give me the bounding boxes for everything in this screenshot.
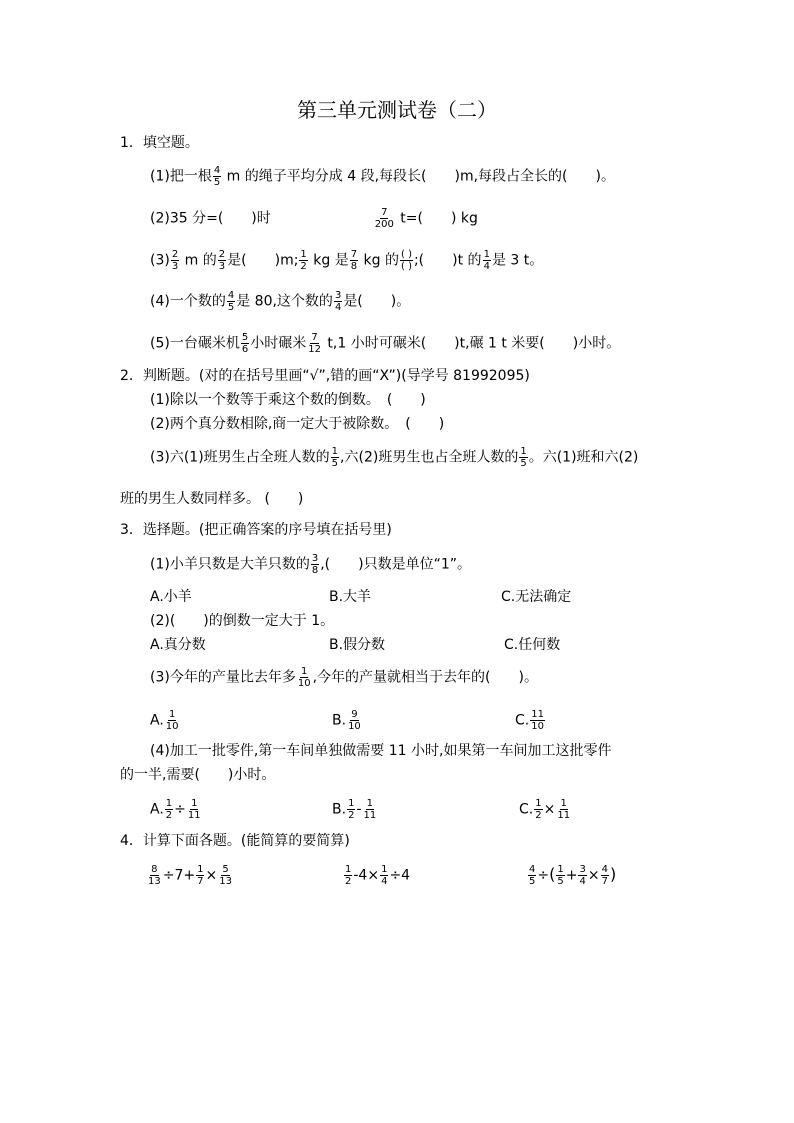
fraction: $\frac{1}{4}$ (483, 249, 490, 272)
s3-q4-option-c: C. $\frac{1}{2}$ × $\frac{1}{11}$ (519, 798, 571, 821)
fraction: $\frac{3}{8}$ (311, 553, 319, 576)
fraction: $\frac{1}{5}$ (520, 446, 527, 469)
s3-q2-option-b: B.假分数 (329, 637, 386, 653)
s2-q3: (3)六(1)班男生占全班人数的 $\frac{1}{5}$ ,六(2)班男生也占全班人数的 $\frac{1}{5}$ 。六(1)班和六(2) (150, 446, 639, 469)
s2-q1: (1)除以一个数等于乘这个数的倒数。 ( ) (150, 392, 426, 408)
fraction: $\frac{4}{5}$ (529, 864, 536, 887)
s3-q3-option-a: A. $\frac{1}{10}$ (150, 709, 179, 732)
s3-q3-option-b: B. $\frac{9}{10}$ (332, 709, 361, 732)
fraction: $\frac{1}{4}$ (381, 864, 388, 887)
fraction: $\frac{1}{11}$ (363, 798, 377, 821)
section-2-heading: 2．判断题。(对的在括号里画“√”,错的画“X”)(导学号 81992095) (120, 368, 530, 384)
calc-expression-1: $\frac{8}{13}$ ÷7+ $\frac{1}{7}$ × $\frac{5}{13}$ (148, 864, 232, 887)
fraction: $\frac{1}{5}$ (331, 446, 339, 469)
fraction: $\frac{3}{4}$ (334, 290, 342, 313)
fraction: $\frac{11}{10}$ (531, 709, 544, 732)
s3-q3-option-c: C. $\frac{11}{10}$ (515, 709, 544, 732)
fraction: $\frac{7}{8}$ (350, 249, 358, 272)
s1-q3: (3) $\frac{2}{3}$ m 的 $\frac{2}{3}$ 是( )m; $\frac{1}{2}$ kg 是 $\frac{7}{8}$ kg 的 $\frac{( )}{( )}$ ;( )t 的 $\frac{1}{4}$ 是 3 t。 (150, 249, 544, 272)
s3-q1-option-a: A.小羊 (150, 589, 192, 605)
page-title: 第三单元测试卷（二） (297, 98, 497, 122)
fraction: $\frac{1}{2}$ (535, 798, 542, 821)
s3-q1-option-b: B.大羊 (329, 589, 372, 605)
s2-q2: (2)两个真分数相除,商一定大于被除数。 ( ) (150, 416, 445, 432)
fraction: $\frac{2}{3}$ (218, 249, 226, 272)
calc-expression-2: $\frac{1}{2}$ -4× $\frac{1}{4}$ ÷4 (345, 864, 411, 887)
fraction: $\frac{2}{3}$ (171, 249, 179, 272)
fraction: $\frac{3}{4}$ (579, 864, 586, 887)
fraction: $\frac{( )}{( )}$ (400, 249, 412, 272)
fraction: $\frac{1}{2}$ (165, 798, 173, 821)
fraction: $\frac{9}{10}$ (348, 709, 361, 732)
fraction: $\frac{7}{200}$ (374, 207, 394, 230)
calc-expression-3: $\frac{4}{5}$ ÷( $\frac{1}{5}$ + $\frac{3}{4}$ × $\frac{4}{7}$ ) (529, 864, 617, 887)
section-4-heading: 4．计算下面各题。(能简算的要简算) (120, 833, 350, 849)
s3-q4-option-b: B. $\frac{1}{2}$ - $\frac{1}{11}$ (332, 798, 377, 821)
fraction: $\frac{1}{2}$ (348, 798, 355, 821)
fraction: $\frac{4}{5}$ (227, 290, 235, 313)
s3-q4-line1: (4)加工一批零件,第一车间单独做需要 11 小时,如果第一车间加工这批零件 (150, 743, 612, 759)
fraction: $\frac{4}{5}$ (213, 165, 221, 188)
fraction: $\frac{5}{13}$ (219, 864, 232, 887)
s3-q1: (1)小羊只数是大羊只数的 $\frac{3}{8}$ ,( )只数是单位“1”。 (150, 553, 472, 576)
s3-q2-option-c: C.任何数 (504, 637, 561, 653)
fraction: $\frac{5}{6}$ (241, 332, 249, 355)
fraction: $\frac{1}{7}$ (197, 864, 204, 887)
fraction: $\frac{1}{10}$ (297, 666, 311, 689)
s1-q4: (4)一个数的 $\frac{4}{5}$ 是 80,这个数的 $\frac{3}{4}$ 是( )。 (150, 290, 411, 313)
s3-q4-line2: 的一半,需要( )小时。 (120, 767, 276, 783)
s2-q3-continued: 班的男生人数同样多。 ( ) (120, 491, 304, 507)
section-1-heading: 1．填空题。 (120, 135, 199, 151)
s1-q2: (2)35 分=( )时 $\frac{7}{200}$ t=( ) kg (150, 207, 478, 230)
fraction: $\frac{1}{5}$ (557, 864, 564, 887)
fraction: $\frac{1}{10}$ (165, 709, 179, 732)
fraction: $\frac{1}{2}$ (300, 249, 307, 272)
s3-q2: (2)( )的倒数一定大于 1。 (150, 613, 335, 629)
fraction: $\frac{1}{11}$ (187, 798, 201, 821)
s1-q5: (5)一台碾米机 $\frac{5}{6}$ 小时碾米 $\frac{7}{12}$ t,1 小时可碾米( )t,碾 1 t 米要( )小时。 (150, 332, 621, 355)
fraction: $\frac{8}{13}$ (148, 864, 161, 887)
s3-q2-option-a: A.真分数 (150, 637, 206, 653)
fraction: $\frac{7}{12}$ (308, 332, 321, 355)
s3-q3: (3)今年的产量比去年多 $\frac{1}{10}$ ,今年的产量就相当于去年的( )。 (150, 666, 538, 689)
fraction: $\frac{4}{7}$ (601, 864, 608, 887)
s1-q1: (1)把一根 $\frac{4}{5}$ m 的绳子平均分成 4 段,每段长( )m,每段占全长的( )。 (150, 165, 615, 188)
fraction: $\frac{1}{11}$ (557, 798, 571, 821)
fraction: $\frac{1}{2}$ (345, 864, 352, 887)
section-3-heading: 3．选择题。(把正确答案的序号填在括号里) (120, 522, 392, 538)
s3-q1-option-c: C.无法确定 (501, 589, 572, 605)
s3-q4-option-a: A. $\frac{1}{2}$ ÷ $\frac{1}{11}$ (150, 798, 201, 821)
